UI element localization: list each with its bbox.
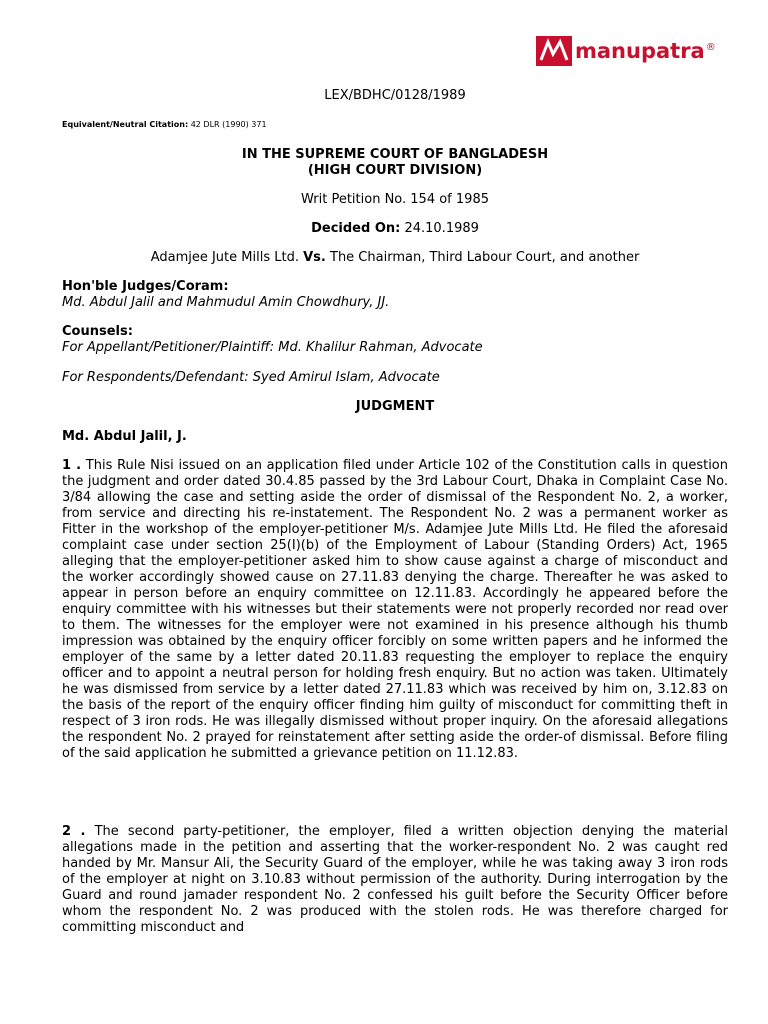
counsels-section bbox=[62, 324, 483, 356]
party-petitioner: Adamjee Jute Mills Ltd. bbox=[150, 250, 299, 265]
paragraph-number: 1 . bbox=[62, 458, 82, 473]
paragraph-number: 2 . bbox=[62, 824, 86, 839]
paragraph-2 bbox=[62, 824, 728, 936]
counsels-label: Counsels: bbox=[62, 324, 133, 339]
logo-text: manupatra bbox=[575, 39, 705, 63]
judges-value: Md. Abdul Jalil and Mahmudul Amin Chowdhury, JJ. bbox=[62, 295, 390, 310]
decided-label: Decided On: bbox=[311, 221, 401, 236]
counsel-appellant: For Appellant/Petitioner/Plaintiff: Md. Khalilur Rahman, Advocate bbox=[62, 340, 483, 355]
versus: Vs. bbox=[303, 250, 326, 265]
citation-value: 42 DLR (1990) 371 bbox=[190, 120, 267, 129]
paragraph-text: This Rule Nisi issued on an application filed under Article 102 of the Constitution calls in question the judgment and order dated 30.4.85 passed by the 3rd Labour Court, Dhaka in Complaint Case No. 3/84 allowing the case and setting aside the order of dismissal of the Respondent No. 2, a worker, from service and directing his re-instatement. The Respondent No. 2 was a permanent worker as Fitter in the workshop of the employer-petitioner M/s. Adamjee Jute Mills Ltd. He filed the aforesaid complaint case under section 25(I)(b) of the Employment of Labour (Standing Orders) Act, 1965 alleging that the employer-petitioner asked him to show cause against a charge of misconduct and the worker accordingly showed cause on 27.11.83 denying the charge. Thereafter he was asked to appear in person before an enquiry committee on 12.11.83. Accordingly he appeared before the enquiry committee with his witnesses but their statements were not properly recorded nor read over to them. The witnesses for the employer were not examined in his presence although his thumb impression was obtained by the enquiry officer forcibly on some written papers and he informed the employer of the same by a letter dated 20.11.83 requesting the employer to replace the enquiry officer and to appoint a neutral person for holding fresh enquiry. But no action was taken. Ultimately he was dismissed from service by a letter dated 27.11.83 which was received by him on, 3.12.83 on the basis of the report of the enquiry officer finding him guilty of misconduct for committing theft in respect of 3 iron rods. He was illegally dismissed without proper inquiry. On the aforesaid allegations the respondent No. 2 prayed for reinstatement after setting aside the order-of dismissal. Before filing of the said application he submitted a grievance petition on 11.12.83. bbox=[62, 458, 728, 761]
counsel-respondent: For Respondents/Defendant: Syed Amirul Islam, Advocate bbox=[62, 370, 440, 385]
logo-registered-mark: ® bbox=[705, 41, 716, 53]
manupatra-logo bbox=[536, 36, 716, 66]
judges-section bbox=[62, 279, 389, 311]
writ-number: Writ Petition No. 154 of 1985 bbox=[301, 192, 489, 207]
citation-line bbox=[62, 120, 267, 129]
manupatra-logo-icon bbox=[536, 36, 572, 66]
court-line-1: IN THE SUPREME COURT OF BANGLADESH bbox=[241, 147, 549, 162]
decided-value: 24.10.1989 bbox=[404, 221, 479, 236]
party-respondent: The Chairman, Third Labour Court, and another bbox=[330, 250, 640, 265]
paragraph-1 bbox=[62, 458, 728, 762]
parties bbox=[62, 250, 728, 265]
lex-id: LEX/BDHC/0128/1989 bbox=[324, 88, 466, 103]
judges-label: Hon'ble Judges/Coram: bbox=[62, 279, 229, 294]
court-line-2: (HIGH COURT DIVISION) bbox=[307, 163, 483, 178]
court-heading bbox=[62, 147, 728, 179]
paragraph-text: The second party-petitioner, the employer, filed a written objection denying the material allegations made in the petition and asserting that the worker-respondent No. 2 was caught red handed by Mr. Mansur Ali, the Security Guard of the employer, while he was taking away 3 iron rods of the employer at night on 3.10.83 without permission of the authority. During interrogation by the Guard and round jamader respondent No. 2 confessed his guilt before the Security Officer before whom the respondent No. 2 was produced with the stolen rods. He was therefore charged for committing misconduct and bbox=[62, 824, 728, 935]
judgment-title: JUDGMENT bbox=[355, 399, 435, 414]
citation-label: Equivalent/Neutral Citation: bbox=[62, 120, 189, 129]
judge-name: Md. Abdul Jalil, J. bbox=[62, 429, 187, 444]
decided-on bbox=[62, 221, 728, 236]
